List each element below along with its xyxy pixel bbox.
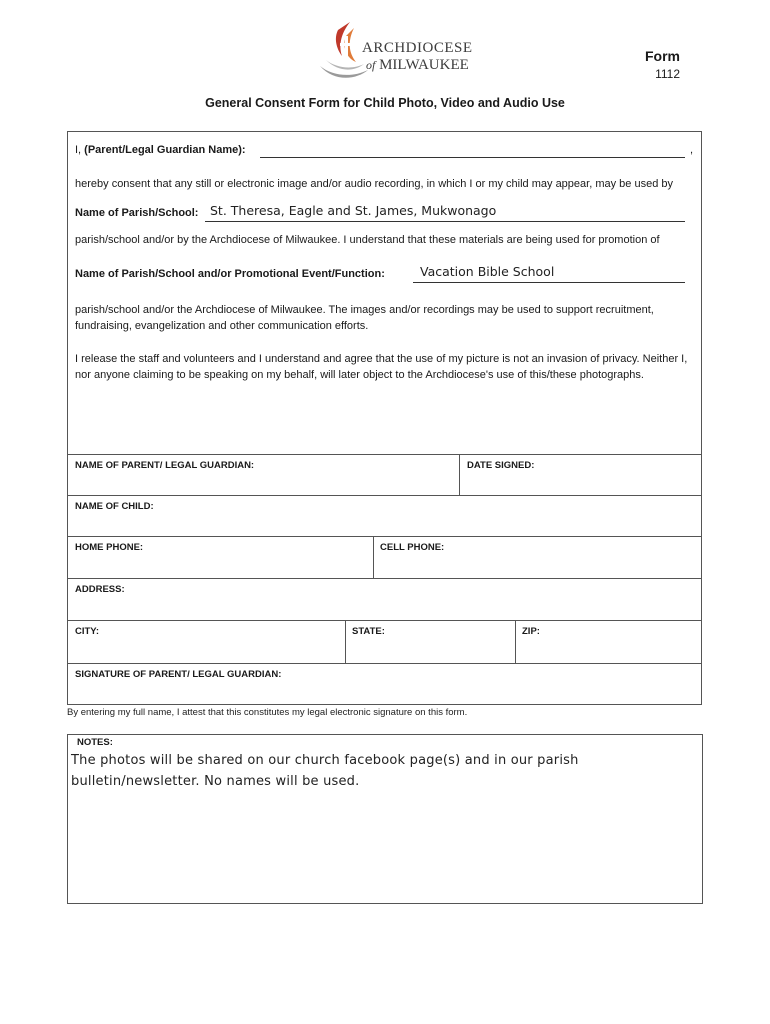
- parish-school-label: Name of Parish/School:: [75, 207, 199, 219]
- form-label: Form: [645, 48, 680, 64]
- guardian-name-label: NAME OF PARENT/ LEGAL GUARDIAN:: [75, 460, 255, 471]
- event-field[interactable]: [413, 282, 685, 283]
- form-number: 1112: [655, 67, 680, 81]
- comma: ,: [690, 144, 694, 156]
- cell-phone-label: CELL PHONE:: [380, 542, 445, 553]
- consent-paragraph-4: I release the staff and volunteers and I understand and agree that the use of my picture is not an invasion of privacy. Neither I, nor anyone claiming to be speaking on my behalf, will later object to the Archdiocese's use of this/these photographs.: [75, 353, 688, 381]
- consent-paragraph-3: parish/school and/or the Archdiocese of Milwaukee. The images and/or recordings may be used to support recruitment, fundraising, evangelization and other communication efforts.: [75, 304, 654, 332]
- parish-school-field[interactable]: [205, 221, 685, 222]
- notes-text: The photos will be shared on our church facebook page(s) and in our parish bulletin/newsletter. No names will be used.: [71, 753, 579, 789]
- logo-text-archdiocese: ARCHDIOCESE: [362, 40, 473, 56]
- row-phones: [67, 536, 702, 578]
- row-signature: [67, 663, 702, 705]
- parish-school-value: St. Theresa, Eagle and St. James, Mukwonago: [210, 203, 497, 218]
- attestation-text: By entering my full name, I attest that this constitutes my legal electronic signature on this form.: [67, 707, 468, 718]
- logo-text-milwaukee: of MILWAUKEE: [366, 57, 469, 73]
- row-city-state-zip: [67, 620, 702, 663]
- divider: [373, 537, 374, 578]
- zip-label: ZIP:: [522, 626, 540, 637]
- child-name-label: NAME OF CHILD:: [75, 501, 154, 512]
- row-child: [67, 495, 702, 536]
- row-guardian-date: [67, 454, 702, 495]
- divider: [459, 455, 460, 495]
- signature-label: SIGNATURE OF PARENT/ LEGAL GUARDIAN:: [75, 669, 282, 680]
- event-value: Vacation Bible School: [420, 264, 555, 279]
- consent-paragraph-2: parish/school and/or by the Archdiocese of Milwaukee. I understand that these materials are being used for promotion of: [75, 234, 660, 246]
- guardian-line-label: I, (Parent/Legal Guardian Name):: [75, 144, 246, 156]
- address-label: ADDRESS:: [75, 584, 125, 595]
- guardian-name-field[interactable]: [260, 157, 685, 158]
- city-label: CITY:: [75, 626, 100, 637]
- date-signed-label: DATE SIGNED:: [467, 460, 535, 471]
- event-label: Name of Parish/School and/or Promotional Event/Function:: [75, 268, 385, 280]
- consent-paragraph-1: hereby consent that any still or electronic image and/or audio recording, in which I or my child may appear, may be used by: [75, 178, 673, 190]
- row-address: [67, 578, 702, 620]
- divider: [515, 621, 516, 663]
- state-label: STATE:: [352, 626, 385, 637]
- divider: [345, 621, 346, 663]
- notes-label: NOTES:: [77, 737, 113, 748]
- home-phone-label: HOME PHONE:: [75, 542, 144, 553]
- page-title: General Consent Form for Child Photo, Video and Audio Use: [205, 96, 565, 110]
